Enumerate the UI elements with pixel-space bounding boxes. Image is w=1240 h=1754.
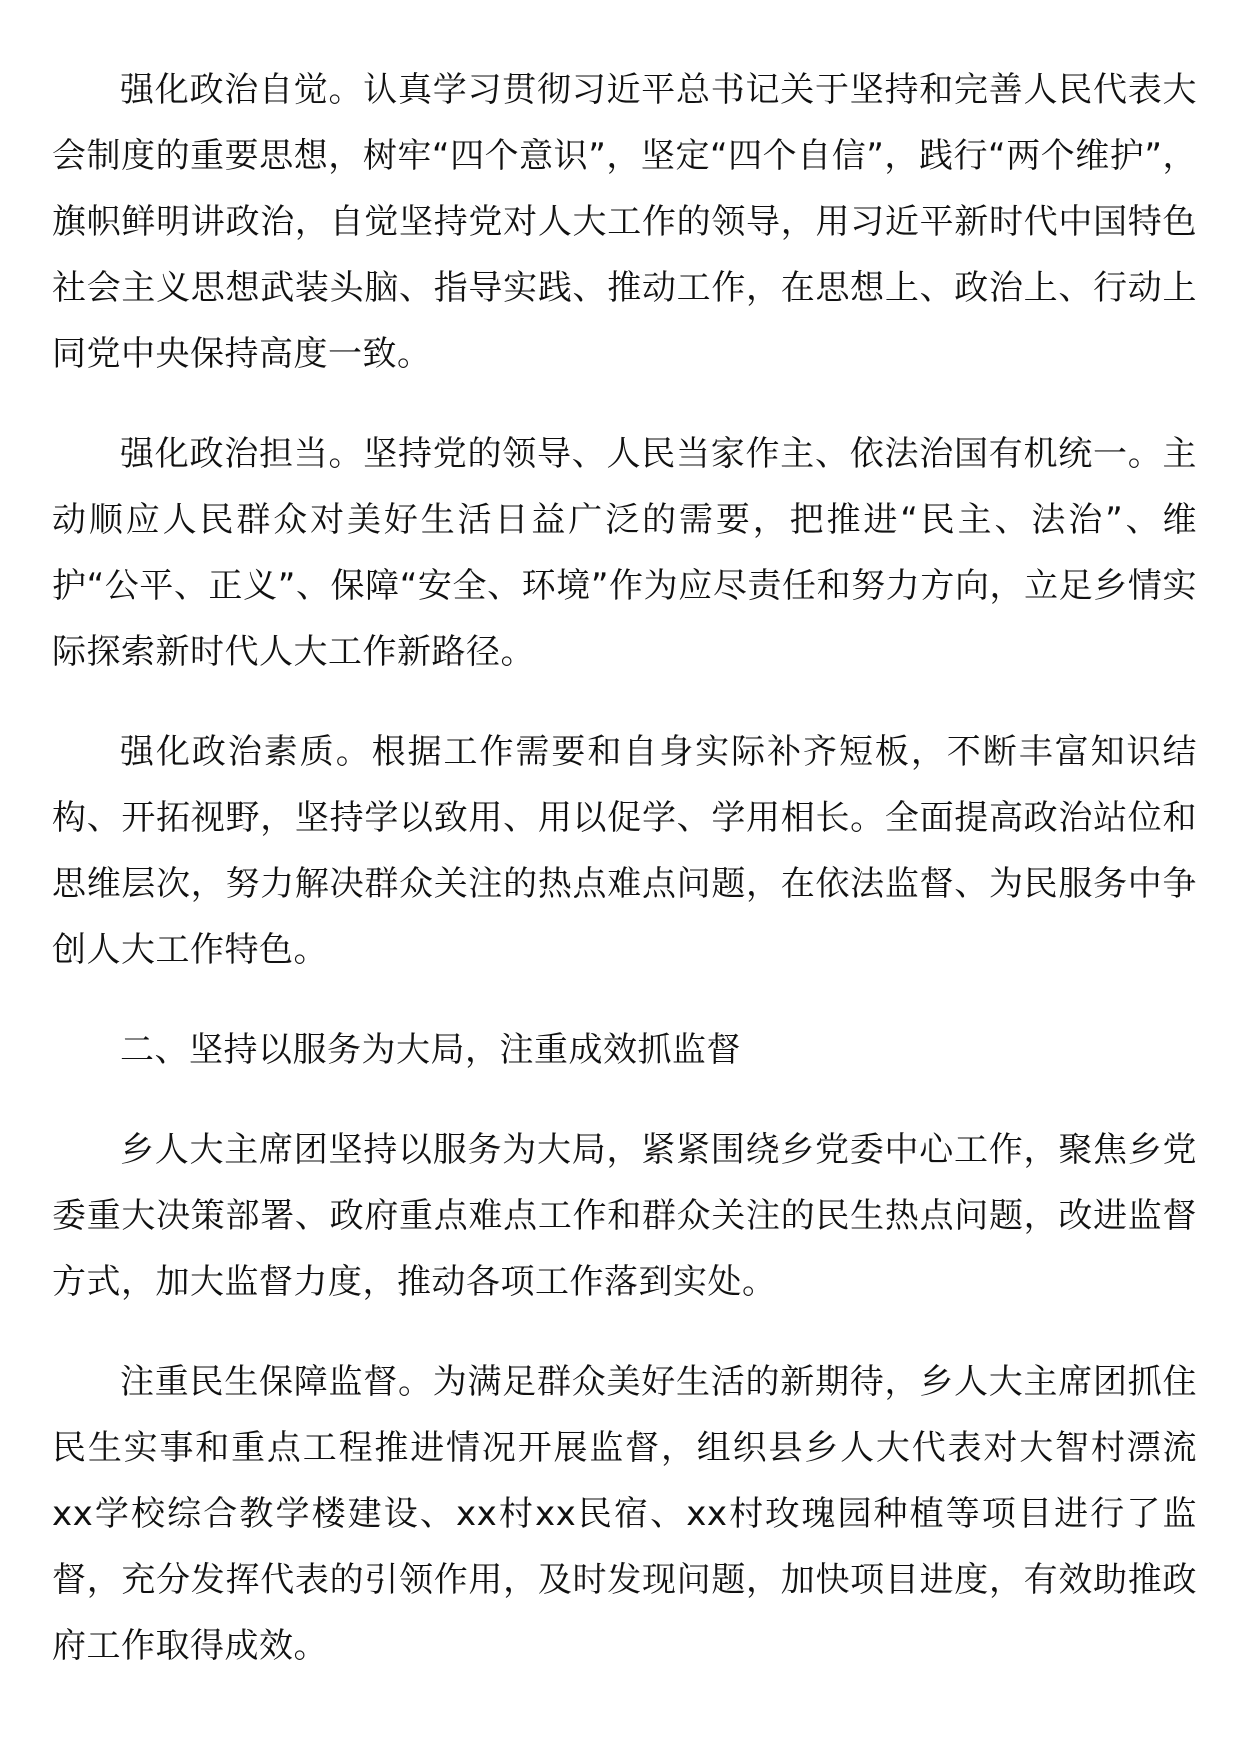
section-heading: 二、坚持以服务为大局，注重成效抓监督 [120, 1030, 741, 1070]
paragraph-political-quality: 强化政治素质。根据工作需要和自身实际补齐短板，不断丰富知识结构、开拓视野，坚持学以致用、用以促学、学用相长。全面提高政治站位和思维层次，努力解决群众关注的热点难点问题，在依法监督、为民服务中争创人大工作特色。 [52, 732, 1197, 970]
paragraph-livelihood-supervision: 注重民生保障监督。为满足群众美好生活的新期待，乡人大主席团抓住民生实事和重点工程推进情况开展监督，组织县乡人大代表对大智村漂流xx学校综合教学楼建设、xx村xx民宿、xx村玫瑰园种植等项目进行了监督，充分发挥代表的引领作用，及时发现问题，加快项目进度，有效助推政府工作取得成效。 [52, 1362, 1197, 1666]
document-body [52, 57, 1197, 1713]
paragraph-political-consciousness: 强化政治自觉。认真学习贯彻习近平总书记关于坚持和完善人民代表大会制度的重要思想，树牢“四个意识”，坚定“四个自信”，践行“两个维护”，旗帜鲜明讲政治，自觉坚持党对人大工作的领导，用习近平新时代中国特色社会主义思想武装头脑、指导实践、推动工作，在思想上、政治上、行动上同党中央保持高度一致。 [52, 70, 1197, 374]
paragraph-presidium-service: 乡人大主席团坚持以服务为大局，紧紧围绕乡党委中心工作，聚焦乡党委重大决策部署、政府重点难点工作和群众关注的民生热点问题，改进监督方式，加大监督力度，推动各项工作落到实处。 [52, 1130, 1197, 1302]
paragraph-political-responsibility: 强化政治担当。坚持党的领导、人民当家作主、依法治国有机统一。主动顺应人民群众对美好生活日益广泛的需要，把推进“民主、法治”、维护“公平、正义”、保障“安全、环境”作为应尽责任和努力方向，立足乡情实际探索新时代人大工作新路径。 [52, 434, 1197, 672]
